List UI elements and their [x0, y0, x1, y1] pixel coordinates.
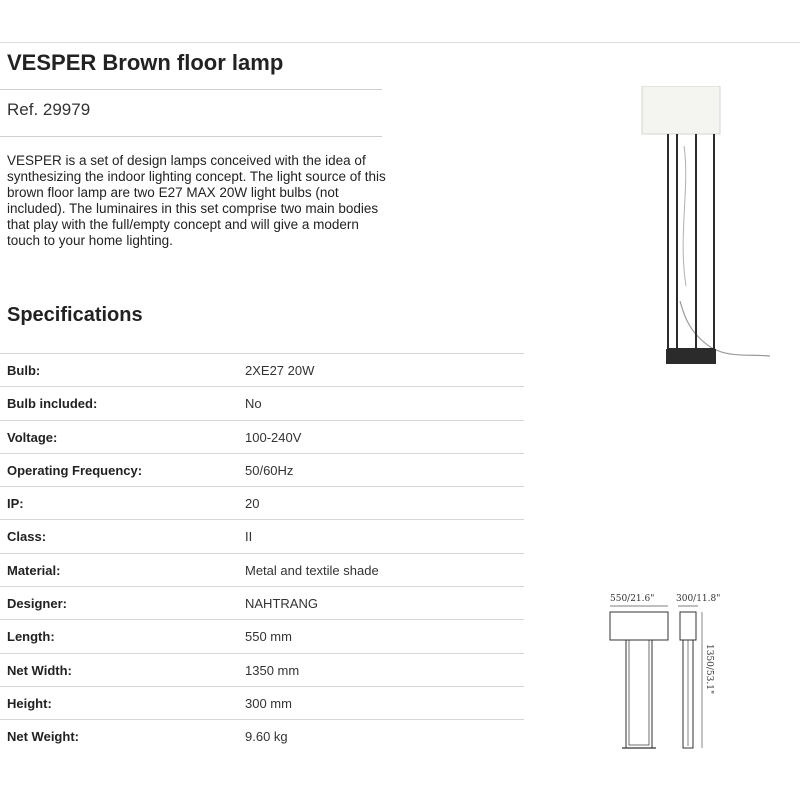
title-divider [0, 89, 382, 90]
header-divider [0, 42, 800, 43]
spec-label: Operating Frequency: [7, 462, 143, 478]
spec-label: Voltage: [7, 429, 58, 445]
spec-row-material [0, 553, 524, 586]
specifications-heading: Specifications [7, 304, 143, 326]
spec-value: No [245, 396, 262, 412]
spec-value: 9.60 kg [245, 729, 288, 745]
height-dimension-label: 1350/53.1" [704, 644, 714, 695]
product-description: VESPER is a set of design lamps conceived with the idea of synthesizing the indoor lighting concept. The light source of this brown floor lamp are two E27 MAX 20W light bulbs (not included). The luminaires in this set comprise two main bodies that play with the full/empty concept and will give a modern touch to your home lighting. [7, 153, 386, 249]
spec-row-ip [0, 486, 524, 519]
spec-row-length [0, 619, 524, 652]
spec-row-height [0, 686, 524, 719]
spec-row-frequency [0, 453, 524, 486]
lamp-shade [642, 86, 720, 134]
spec-value: 2XE27 20W [245, 363, 315, 378]
specifications-table [0, 353, 524, 753]
front-view-shade [610, 612, 668, 640]
product-reference: Ref. 29979 [7, 100, 91, 119]
product-title: VESPER Brown floor lamp [7, 50, 284, 75]
spec-label: Material: [7, 562, 61, 578]
front-view-frame-inner [629, 640, 649, 745]
dimension-drawing [596, 586, 726, 761]
spec-value: NAHTRANG [245, 596, 318, 612]
lamp-base [666, 349, 716, 364]
width-dimension-label: 550/21.6" [610, 594, 655, 604]
lamp-inner-cable [683, 146, 686, 286]
spec-value: 20 [245, 496, 260, 512]
spec-label: Designer: [7, 596, 67, 612]
spec-value: 550 mm [245, 629, 292, 645]
front-view-frame [626, 640, 652, 748]
spec-value: 100-240V [245, 429, 302, 445]
spec-value: 1350 mm [245, 662, 300, 678]
side-view-shade [680, 612, 696, 640]
spec-label: Class: [7, 529, 47, 545]
spec-value: Metal and textile shade [245, 562, 379, 578]
lamp-cable [680, 301, 770, 356]
spec-value: 50/60Hz [245, 462, 294, 478]
depth-dimension-label: 300/11.8" [676, 594, 721, 604]
spec-row-class [0, 519, 524, 552]
ref-divider [0, 136, 382, 137]
spec-row-bulb-included [0, 386, 524, 419]
spec-value: II [245, 529, 253, 545]
spec-label: Net Width: [7, 662, 72, 678]
spec-row-net-width [0, 653, 524, 686]
spec-label: Bulb: [7, 363, 41, 378]
spec-row-designer [0, 586, 524, 619]
spec-row-bulb [0, 353, 524, 386]
spec-row-voltage [0, 420, 524, 453]
spec-value: 300 mm [245, 695, 292, 711]
spec-label: IP: [7, 496, 24, 512]
spec-label: Length: [7, 629, 55, 645]
spec-label: Height: [7, 695, 52, 711]
lamp-product-image [620, 86, 770, 376]
spec-row-net-weight [0, 719, 524, 752]
spec-label: Net Weight: [7, 729, 79, 745]
spec-label: Bulb included: [7, 396, 98, 412]
